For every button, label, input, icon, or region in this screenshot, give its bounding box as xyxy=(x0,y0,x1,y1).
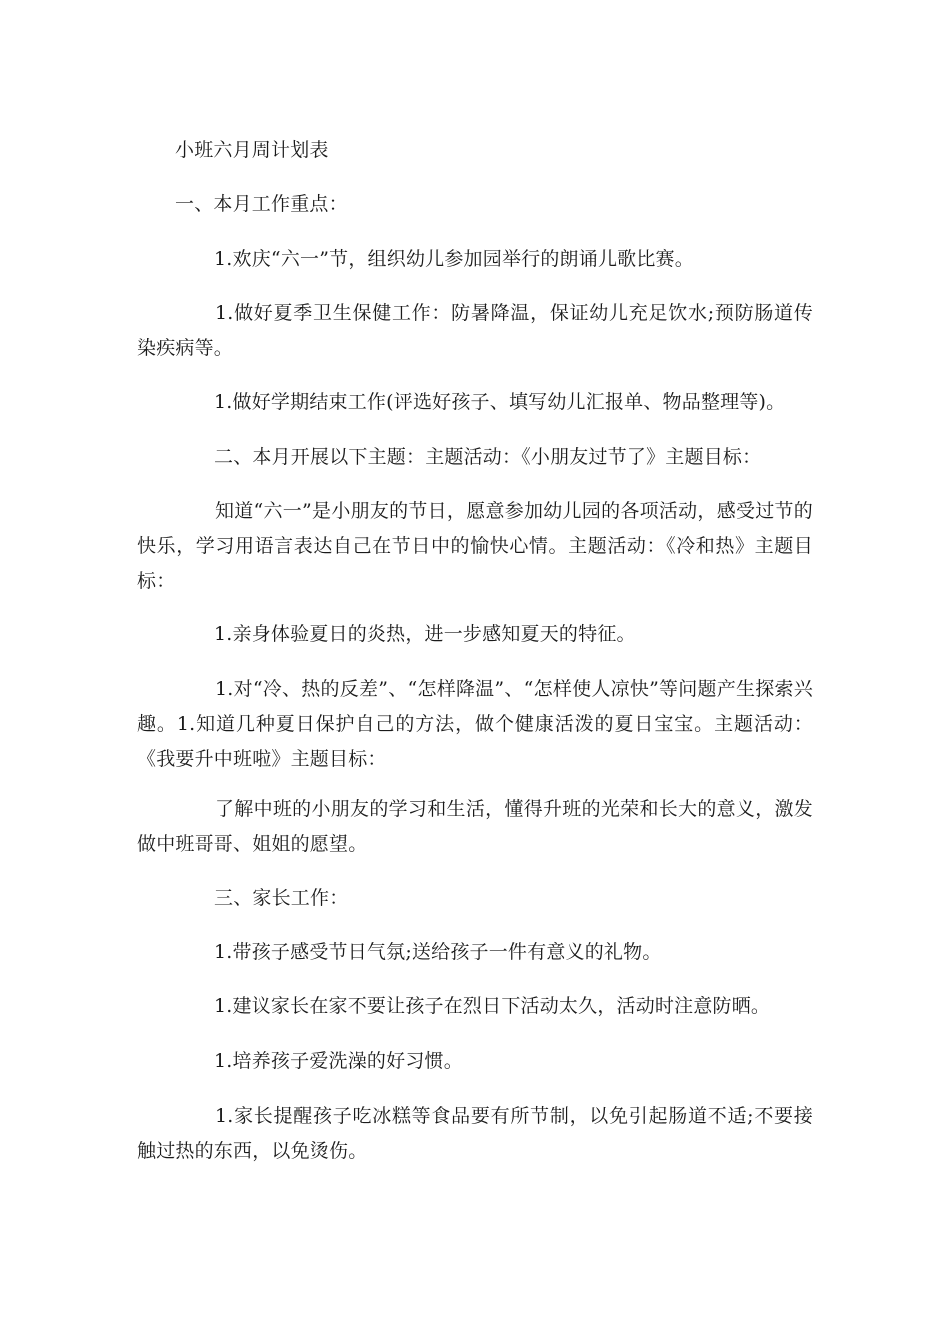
theme-paragraph: 知道“六一”是小朋友的节日，愿意参加幼儿园的各项活动，感受过节的快乐，学习用语言表达自己在节日中的愉快心情。主题活动：《冷和热》主题目标： xyxy=(137,500,813,592)
work-focus-item: 1.做好学期结束工作(评选好孩子、填写幼儿汇报单、物品整理等)。 xyxy=(214,391,786,413)
work-focus-item: 1.做好夏季卫生保健工作：防暑降温，保证幼儿充足饮水;预防肠道传染疾病等。 xyxy=(137,302,813,359)
section-heading-work-focus: 一、本月工作重点： xyxy=(175,193,348,215)
section-heading-parent-work: 三、家长工作： xyxy=(214,887,349,909)
section-heading-themes: 二、本月开展以下主题：主题活动：《小朋友过节了》主题目标： xyxy=(214,446,762,468)
theme-paragraph: 了解中班的小朋友的学习和生活，懂得升班的光荣和长大的意义，激发做中班哥哥、姐姐的愿望。 xyxy=(137,798,813,855)
parent-work-item: 1.建议家长在家不要让孩子在烈日下活动太久，活动时注意防晒。 xyxy=(214,995,771,1017)
parent-work-item: 1.带孩子感受节日气氛;送给孩子一件有意义的礼物。 xyxy=(214,941,662,963)
parent-work-item: 1.家长提醒孩子吃冰糕等食品要有所节制，以免引起肠道不适;不要接触过热的东西，以免烫伤。 xyxy=(137,1105,813,1162)
theme-goal-item: 1.对“冷、热的反差”、“怎样降温”、“怎样使人凉快”等问题产生探索兴趣。1.知道几种夏日保护自己的方法，做个健康活泼的夏日宝宝。主题活动：《我要升中班啦》主题目标： xyxy=(137,678,813,770)
document-title: 小班六月周计划表 xyxy=(175,139,329,161)
work-focus-item: 1.欢庆“六一”节，组织幼儿参加园举行的朗诵儿歌比赛。 xyxy=(214,248,694,270)
theme-goal-item: 1.亲身体验夏日的炎热，进一步感知夏天的特征。 xyxy=(214,623,636,645)
parent-work-item: 1.培养孩子爱洗澡的好习惯。 xyxy=(214,1050,463,1072)
